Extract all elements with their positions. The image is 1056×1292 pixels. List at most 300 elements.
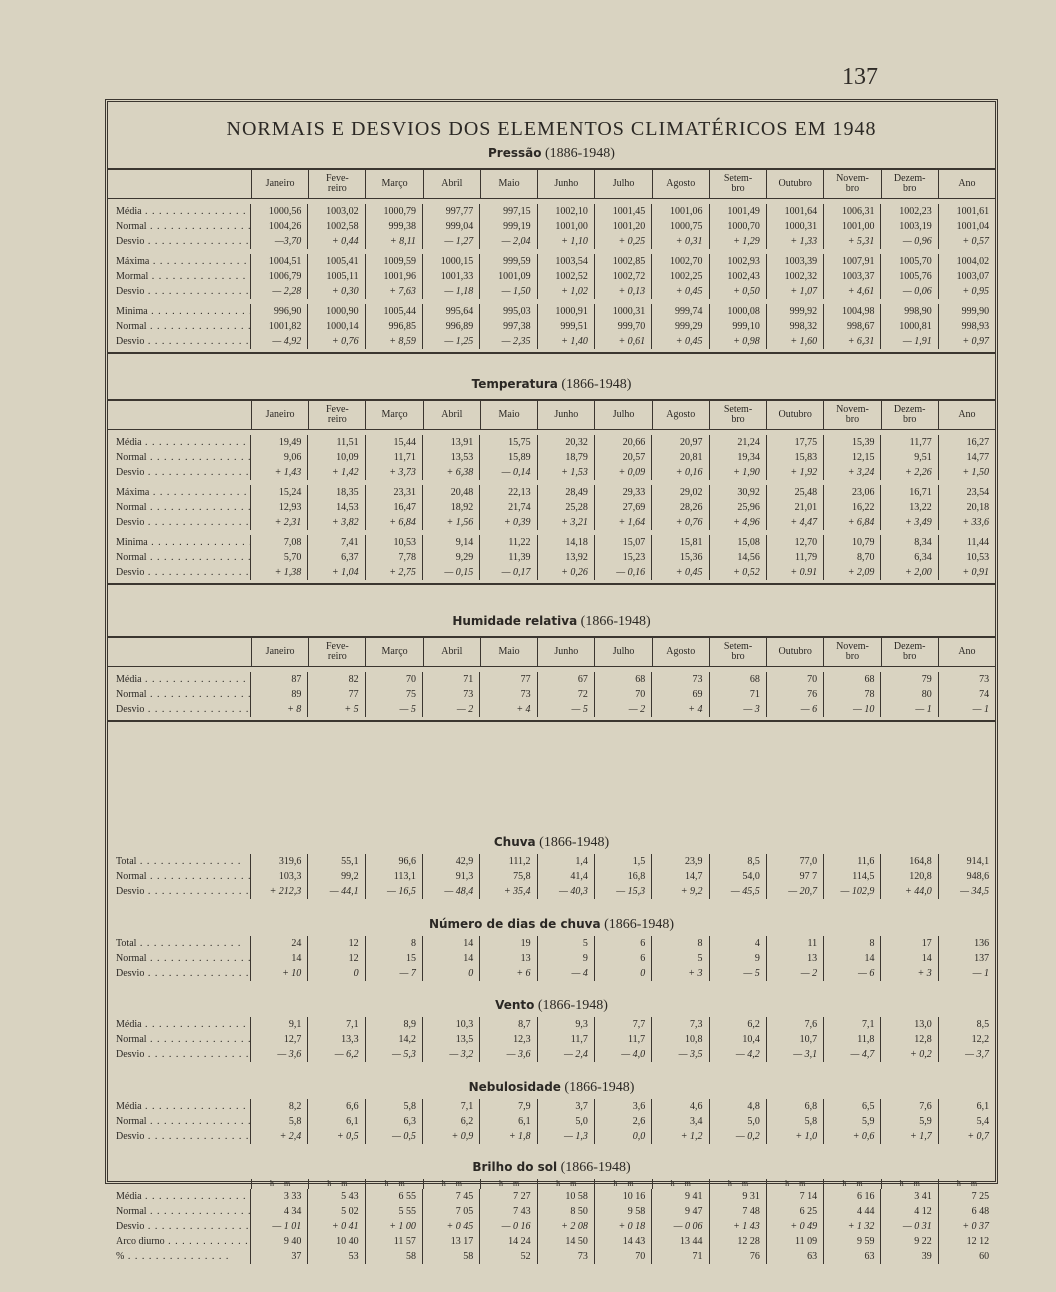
table-row <box>108 1129 995 1144</box>
data-cell: 1002,23 <box>881 204 938 219</box>
data-cell: + 1,33 <box>767 234 824 249</box>
data-cell: 998,67 <box>824 319 881 334</box>
month-header: Julho <box>595 638 652 666</box>
data-cell: + 1 43 <box>710 1219 767 1234</box>
data-cell: 6 48 <box>971 1206 990 1217</box>
data-cell: 11,6 <box>824 854 881 869</box>
month-header: Maio <box>481 401 538 429</box>
data-cell: 0,0 <box>595 1129 652 1144</box>
data-cell: 15,83 <box>767 450 824 465</box>
section-end-rule <box>108 720 995 722</box>
data-cell: 23,31 <box>366 485 423 500</box>
data-cell: + 0,09 <box>595 465 652 480</box>
data-cell: 8,5 <box>710 854 767 869</box>
data-cell: 7,08 <box>251 535 308 550</box>
row-label: Normal . . . <box>108 687 251 702</box>
data-cell: + 3,24 <box>824 465 881 480</box>
data-cell: 12,15 <box>824 450 881 465</box>
data-cell: 5,8 <box>767 1114 824 1129</box>
month-header: Novem- bro <box>824 401 881 429</box>
data-cell: 9 31 <box>710 1189 767 1204</box>
data-cell: 11,22 <box>480 535 537 550</box>
data-cell: + 0,61 <box>595 334 652 349</box>
data-cell: 136 <box>974 938 990 949</box>
data-cell: 5,9 <box>824 1114 881 1129</box>
data-cell: — 40,3 <box>538 884 595 899</box>
data-cell: + 0,9 <box>423 1129 480 1144</box>
data-cell: 999,04 <box>423 219 480 234</box>
data-cell: 68 <box>824 672 881 687</box>
row-group <box>108 199 995 249</box>
data-cell: 10,3 <box>423 1017 480 1032</box>
data-cell: + 1,02 <box>538 284 595 299</box>
table-row <box>108 204 995 219</box>
data-cell: 14,7 <box>652 869 709 884</box>
data-cell: 1001,20 <box>595 219 652 234</box>
data-cell: 16,71 <box>881 485 938 500</box>
data-cell: 15,44 <box>366 435 423 450</box>
data-cell: + 4,47 <box>767 515 824 530</box>
data-cell: 5 55 <box>366 1204 423 1219</box>
data-cell: — 2,4 <box>538 1047 595 1062</box>
data-cell: 999,51 <box>538 319 595 334</box>
data-cell: 78 <box>824 687 881 702</box>
data-cell: 13,0 <box>881 1017 938 1032</box>
data-cell: 12,8 <box>881 1032 938 1047</box>
data-cell: + 4,96 <box>710 515 767 530</box>
table-row <box>108 269 995 284</box>
month-header: Feve- reiro <box>309 170 366 198</box>
month-header: Maio <box>481 638 538 666</box>
data-cell: + 0,16 <box>652 465 709 480</box>
data-cell: 20,32 <box>538 435 595 450</box>
data-cell: 1004,51 <box>251 254 308 269</box>
data-cell: 5,8 <box>366 1099 423 1114</box>
data-cell: 16,22 <box>824 500 881 515</box>
data-cell: + 1,2 <box>652 1129 709 1144</box>
data-cell: 0 <box>423 966 480 981</box>
data-cell: 91,3 <box>423 869 480 884</box>
table-row <box>108 435 995 450</box>
data-cell: 6 55 <box>366 1189 423 1204</box>
row-group <box>108 430 995 480</box>
data-cell: 14 50 <box>538 1234 595 1249</box>
data-cell: 15 <box>366 951 423 966</box>
data-cell: 12,2 <box>971 1034 990 1045</box>
data-cell: 18,35 <box>308 485 365 500</box>
data-cell: 10,79 <box>824 535 881 550</box>
unit-cell: h m <box>252 1179 309 1189</box>
table-row <box>108 884 995 899</box>
data-cell: 11 57 <box>366 1234 423 1249</box>
data-cell: 11,7 <box>538 1032 595 1047</box>
data-cell: 164,8 <box>881 854 938 869</box>
data-cell: —3,70 <box>251 234 308 249</box>
table-section <box>108 1080 995 1144</box>
table-row <box>108 702 995 717</box>
data-cell: + 0,30 <box>308 284 365 299</box>
header-label-cell <box>108 638 252 666</box>
data-cell: 996,90 <box>251 304 308 319</box>
data-cell: 1000,70 <box>710 219 767 234</box>
data-cell: — 2 <box>767 966 824 981</box>
data-cell: 1001,00 <box>538 219 595 234</box>
data-cell: 16,47 <box>366 500 423 515</box>
data-cell: 12 12 <box>966 1236 990 1247</box>
data-cell: 13 <box>767 951 824 966</box>
row-label: Máxima . . . <box>108 485 251 500</box>
data-cell: 20,48 <box>423 485 480 500</box>
units-row <box>108 1179 995 1189</box>
data-cell: 1002,72 <box>595 269 652 284</box>
data-cell: 1005,11 <box>308 269 365 284</box>
data-cell: 14 <box>423 936 480 951</box>
data-cell: 1009,59 <box>366 254 423 269</box>
data-cell: 7,3 <box>652 1017 709 1032</box>
data-cell: 12 <box>308 951 365 966</box>
units-label-cell <box>108 1179 252 1189</box>
data-cell: 1000,15 <box>423 254 480 269</box>
data-cell: 19,34 <box>710 450 767 465</box>
data-cell: 1004,98 <box>824 304 881 319</box>
table-row <box>108 687 995 702</box>
data-cell: 6,2 <box>423 1114 480 1129</box>
data-cell: + 4,61 <box>824 284 881 299</box>
data-cell: 1001,64 <box>767 204 824 219</box>
data-cell: 11 <box>767 936 824 951</box>
data-cell: 3,6 <box>595 1099 652 1114</box>
data-cell: + 0,45 <box>652 284 709 299</box>
data-cell: 25,28 <box>538 500 595 515</box>
data-cell: 77,0 <box>767 854 824 869</box>
data-cell: + 0,44 <box>308 234 365 249</box>
data-cell: + 5 <box>308 702 365 717</box>
data-cell: — 2,28 <box>251 284 308 299</box>
row-group <box>108 299 995 349</box>
row-label: Normal . . . <box>108 1114 251 1129</box>
data-cell: 58 <box>423 1249 480 1264</box>
table-row <box>108 535 995 550</box>
data-cell: + 0,91 <box>962 567 990 578</box>
data-cell: 28,26 <box>652 500 709 515</box>
row-label: Normal . . . <box>108 319 251 334</box>
month-header: Abril <box>424 638 481 666</box>
data-cell: 15,24 <box>251 485 308 500</box>
unit-cell: h m <box>956 1179 978 1188</box>
table-row <box>108 1032 995 1047</box>
data-cell: 12 <box>308 936 365 951</box>
data-cell: 14 24 <box>480 1234 537 1249</box>
data-cell: — 0,15 <box>423 565 480 580</box>
data-cell: 8,70 <box>824 550 881 565</box>
data-cell: 1000,14 <box>308 319 365 334</box>
data-cell: 999,70 <box>595 319 652 334</box>
data-cell: 0 <box>308 966 365 981</box>
month-header: Outubro <box>767 170 824 198</box>
data-cell: 9 40 <box>251 1234 308 1249</box>
data-cell: 1001,82 <box>251 319 308 334</box>
section-title <box>108 1080 995 1096</box>
data-cell: + 3 <box>881 966 938 981</box>
month-header-row <box>108 399 995 430</box>
data-cell: 11,7 <box>595 1032 652 1047</box>
data-cell: 10,7 <box>767 1032 824 1047</box>
month-header: Abril <box>424 401 481 429</box>
data-cell: 5 <box>652 951 709 966</box>
row-label: Máxima . . . <box>108 254 251 269</box>
data-cell: 9,3 <box>538 1017 595 1032</box>
data-cell: 6 16 <box>824 1189 881 1204</box>
data-cell: 54,0 <box>710 869 767 884</box>
table-row <box>108 565 995 580</box>
data-cell: 120,8 <box>881 869 938 884</box>
data-cell: 1004,02 <box>956 256 990 267</box>
table-row <box>108 936 995 951</box>
data-cell: — 1,91 <box>881 334 938 349</box>
month-header: Abril <box>424 170 481 198</box>
data-cell: — 3 <box>710 702 767 717</box>
data-cell: + 8 <box>251 702 308 717</box>
data-cell: 15,08 <box>710 535 767 550</box>
data-cell: 71 <box>710 687 767 702</box>
data-cell: 73 <box>979 674 990 685</box>
data-cell: 9 41 <box>652 1189 709 1204</box>
data-cell: 1000,31 <box>595 304 652 319</box>
data-cell: + 0.91 <box>767 565 824 580</box>
data-cell: 6,37 <box>308 550 365 565</box>
data-cell: + 0,45 <box>652 334 709 349</box>
table-row <box>108 254 995 269</box>
data-cell: 82 <box>308 672 365 687</box>
data-cell: — 2,35 <box>480 334 537 349</box>
section-title <box>108 998 995 1014</box>
data-cell: 1003,37 <box>824 269 881 284</box>
data-cell: + 1,92 <box>767 465 824 480</box>
data-cell: 68 <box>595 672 652 687</box>
data-cell: 11,77 <box>881 435 938 450</box>
table-row <box>108 1017 995 1032</box>
data-cell: 73 <box>480 687 537 702</box>
data-cell: 1007,91 <box>824 254 881 269</box>
section-period: (1866-1948) <box>560 1080 635 1095</box>
data-cell: + 3,21 <box>538 515 595 530</box>
data-cell: + 0,57 <box>962 236 990 247</box>
data-cell: + 4 <box>480 702 537 717</box>
data-cell: 1006,79 <box>251 269 308 284</box>
data-cell: 948,6 <box>966 871 990 882</box>
data-cell: + 0,5 <box>308 1129 365 1144</box>
data-cell: — 5 <box>710 966 767 981</box>
data-cell: 71 <box>423 672 480 687</box>
data-cell: — 4,0 <box>595 1047 652 1062</box>
row-label: Desvio . . . <box>108 515 251 530</box>
data-cell: 18,79 <box>538 450 595 465</box>
data-cell: 8,2 <box>251 1099 308 1114</box>
data-cell: + 0,76 <box>308 334 365 349</box>
data-cell: — 3,5 <box>652 1047 709 1062</box>
data-cell: 13,5 <box>423 1032 480 1047</box>
data-cell: 999,38 <box>366 219 423 234</box>
row-label: Desvio . . . <box>108 465 251 480</box>
row-label: Desvio . . . <box>108 1129 251 1144</box>
section-period: (1866-1948) <box>534 998 608 1013</box>
month-header: Agosto <box>653 401 710 429</box>
data-cell: 113,1 <box>366 869 423 884</box>
section-period: (1866-1948) <box>557 377 632 392</box>
data-cell: + 0 37 <box>962 1221 990 1232</box>
data-cell: 20,57 <box>595 450 652 465</box>
data-cell: 6,6 <box>308 1099 365 1114</box>
row-label: Desvio . . . <box>108 334 251 349</box>
unit-cell: h m <box>481 1179 538 1189</box>
unit-cell: h m <box>767 1179 824 1189</box>
data-cell: + 0 45 <box>423 1219 480 1234</box>
month-header: Janeiro <box>252 401 309 429</box>
data-cell: + 1,60 <box>767 334 824 349</box>
data-cell: 1002,70 <box>652 254 709 269</box>
month-header: Maio <box>481 170 538 198</box>
data-cell: + 0,98 <box>710 334 767 349</box>
data-cell: 14,77 <box>966 452 990 463</box>
data-cell: — 1 <box>972 968 990 979</box>
data-cell: 20,81 <box>652 450 709 465</box>
month-header: Setem- bro <box>710 638 767 666</box>
table-section <box>108 146 995 354</box>
data-cell: + 1,90 <box>710 465 767 480</box>
data-cell: 11,79 <box>767 550 824 565</box>
data-cell: 5,0 <box>710 1114 767 1129</box>
data-cell: 9,51 <box>881 450 938 465</box>
data-cell: 14,2 <box>366 1032 423 1047</box>
data-cell: 72 <box>538 687 595 702</box>
data-cell: + 5,31 <box>824 234 881 249</box>
data-cell: + 0,26 <box>538 565 595 580</box>
data-cell: 9 47 <box>652 1204 709 1219</box>
table-row <box>108 869 995 884</box>
month-header: Janeiro <box>252 638 309 666</box>
data-cell: 10,4 <box>710 1032 767 1047</box>
data-cell: 15,36 <box>652 550 709 565</box>
section-name: Temperatura <box>471 377 558 391</box>
data-cell: 11,44 <box>966 537 990 548</box>
data-cell: + 1,64 <box>595 515 652 530</box>
row-label: Normal . . . <box>108 1032 251 1047</box>
data-cell: 4,8 <box>710 1099 767 1114</box>
data-cell: 1001,06 <box>652 204 709 219</box>
data-cell: 6,1 <box>308 1114 365 1129</box>
data-cell: 79 <box>881 672 938 687</box>
data-cell: 55,1 <box>308 854 365 869</box>
row-label: Arco diurno . . . <box>108 1234 251 1249</box>
data-cell: + 1,43 <box>251 465 308 480</box>
data-cell: 6,1 <box>480 1114 537 1129</box>
data-cell: 9,29 <box>423 550 480 565</box>
month-header: Novem- bro <box>824 170 881 198</box>
data-cell: 17 <box>881 936 938 951</box>
data-cell: 995,64 <box>423 304 480 319</box>
data-cell: 97 7 <box>767 869 824 884</box>
data-cell: 9,14 <box>423 535 480 550</box>
data-cell: 14 43 <box>595 1234 652 1249</box>
data-cell: + 0,76 <box>652 515 709 530</box>
month-header: Julho <box>595 401 652 429</box>
data-cell: 1001,96 <box>366 269 423 284</box>
data-cell: 9,06 <box>251 450 308 465</box>
data-cell: + 0,50 <box>710 284 767 299</box>
data-cell: 1003,02 <box>308 204 365 219</box>
data-cell: 30,92 <box>710 485 767 500</box>
data-cell: 7,78 <box>366 550 423 565</box>
row-label: Média . . . <box>108 1099 251 1114</box>
data-cell: 1002,10 <box>538 204 595 219</box>
data-cell: 1005,70 <box>881 254 938 269</box>
data-cell: 914,1 <box>966 856 990 867</box>
data-cell: 76 <box>710 1249 767 1264</box>
data-cell: 22,13 <box>480 485 537 500</box>
data-cell: 1005,76 <box>881 269 938 284</box>
table-row <box>108 304 995 319</box>
data-cell: 111,2 <box>480 854 537 869</box>
data-cell: 8,7 <box>480 1017 537 1032</box>
data-cell: 8 <box>824 936 881 951</box>
data-cell: — 4,7 <box>824 1047 881 1062</box>
table-row <box>108 951 995 966</box>
data-cell: 8 <box>366 936 423 951</box>
data-cell: 1001,33 <box>423 269 480 284</box>
data-cell: + 4 <box>652 702 709 717</box>
unit-cell: h m <box>309 1179 366 1189</box>
data-cell: 5 <box>538 936 595 951</box>
data-cell: 13,91 <box>423 435 480 450</box>
data-cell: — 0,17 <box>480 565 537 580</box>
row-group <box>108 480 995 530</box>
data-cell: 77 <box>480 672 537 687</box>
data-cell: 4 44 <box>824 1204 881 1219</box>
table-section <box>108 377 995 585</box>
data-cell: 28,49 <box>538 485 595 500</box>
data-cell: — 0,5 <box>366 1129 423 1144</box>
data-cell: + 33,6 <box>962 517 990 528</box>
data-cell: + 1,42 <box>308 465 365 480</box>
data-cell: + 6,84 <box>824 515 881 530</box>
row-label: Média . . . <box>108 672 251 687</box>
data-cell: + 2,31 <box>251 515 308 530</box>
data-cell: 75,8 <box>480 869 537 884</box>
data-cell: 73 <box>538 1249 595 1264</box>
data-cell: 15,81 <box>652 535 709 550</box>
data-cell: 12,93 <box>251 500 308 515</box>
data-cell: 75 <box>366 687 423 702</box>
row-group <box>108 1017 995 1062</box>
data-cell: 1002,85 <box>595 254 652 269</box>
data-cell: 1002,58 <box>308 219 365 234</box>
data-cell: 137 <box>974 953 990 964</box>
data-cell: 1000,31 <box>767 219 824 234</box>
data-cell: 3,4 <box>652 1114 709 1129</box>
data-cell: 21,01 <box>767 500 824 515</box>
table-row <box>108 450 995 465</box>
table-section <box>108 835 995 899</box>
data-cell: 14 <box>251 951 308 966</box>
table-row <box>108 1234 995 1249</box>
table-section <box>108 998 995 1062</box>
data-cell: 13 <box>480 951 537 966</box>
data-cell: — 0,2 <box>710 1129 767 1144</box>
data-cell: — 3,1 <box>767 1047 824 1062</box>
data-cell: 13 44 <box>652 1234 709 1249</box>
data-cell: 25,96 <box>710 500 767 515</box>
table-section <box>108 917 995 981</box>
